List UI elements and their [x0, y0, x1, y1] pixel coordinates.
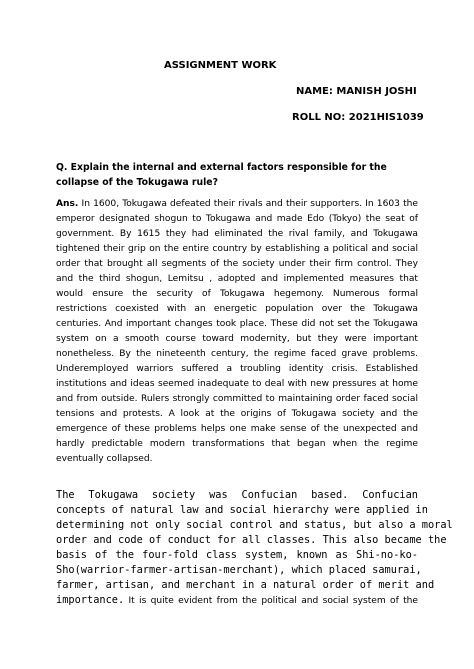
answer-line: tensions and protests. A look at the origins of Tokugawa society and the — [56, 409, 418, 419]
answer-line: tightened their grip on the entire country by establishing a political and social — [56, 244, 418, 254]
paragraph-line: basis of the four-fold class system, known as Shi-no-ko- — [56, 549, 418, 561]
answer-line: hardly predictable modern transformations that began when the regime — [56, 439, 418, 449]
paragraph-line: concepts of natural law and social hierarchy were applied in — [56, 504, 428, 516]
paragraph-line: farmer, artisan, and merchant in a natural order of merit and — [56, 579, 435, 591]
answer-line: Underemployed warriors suffered a troubling identity crisis. Established — [56, 364, 418, 374]
answer-line: system on a smooth course toward modernity, but they were important — [56, 334, 418, 344]
answer-label: Ans. — [56, 199, 79, 209]
answer-line: emergence of these problems helps one make sense of the unexpected and — [56, 424, 418, 434]
answer-line: nonetheless. By the nineteenth century, the regime faced grave problems. — [56, 349, 418, 359]
answer-line: emperor designated shogun to Tokugawa and made Edo (Tokyo) the seat of — [56, 214, 418, 224]
paragraph-line: determining not only social control and status, but also a moral — [56, 519, 453, 531]
answer-line: Ans. In 1600, Tokugawa defeated their rivals and their supporters. In 1603 the — [56, 199, 418, 209]
answer-line: eventually collapsed. — [56, 454, 153, 464]
student-name: NAME: MANISH JOSHI — [296, 86, 417, 97]
answer-line: would ensure the security of Tokugawa hegemony. Numerous formal — [56, 289, 418, 299]
assignment-title: ASSIGNMENT WORK — [164, 60, 277, 71]
answer-line: and the third shogun, Lemitsu , adopted and implemented measures that — [56, 274, 418, 284]
roll-number: ROLL NO: 2021HIS1039 — [292, 112, 424, 123]
answer-line: order that brought all segments of the society under their firm control. They — [56, 259, 418, 269]
question-text: Q. Explain the internal and external factors responsible for the collapse of the Tokugawa rule? — [56, 162, 387, 188]
answer-line: government. By 1615 they had eliminated the rival family, and Tokugawa — [56, 229, 418, 239]
answer-line: institutions and ideas seemed inadequate to deal with new pressures at home — [56, 379, 418, 389]
answer-line: and from outside. Rulers strongly committed to maintaining order faced social — [56, 394, 418, 404]
paragraph-line: importance. It is quite evident from the political and social system of the — [56, 594, 418, 606]
paragraph-line: order and code of conduct for all classes. This also became the — [56, 534, 447, 546]
paragraph-line: The Tokugawa society was Confucian based. Confucian — [56, 489, 418, 501]
answer-line: restrictions coexisted with an energetic population over the Tokugawa — [56, 304, 418, 314]
paragraph-line: Sho(warrior-farmer-artisan-merchant), which placed samurai, — [56, 564, 422, 576]
answer-line: centuries. And important changes took place. These did not set the Tokugawa — [56, 319, 418, 329]
